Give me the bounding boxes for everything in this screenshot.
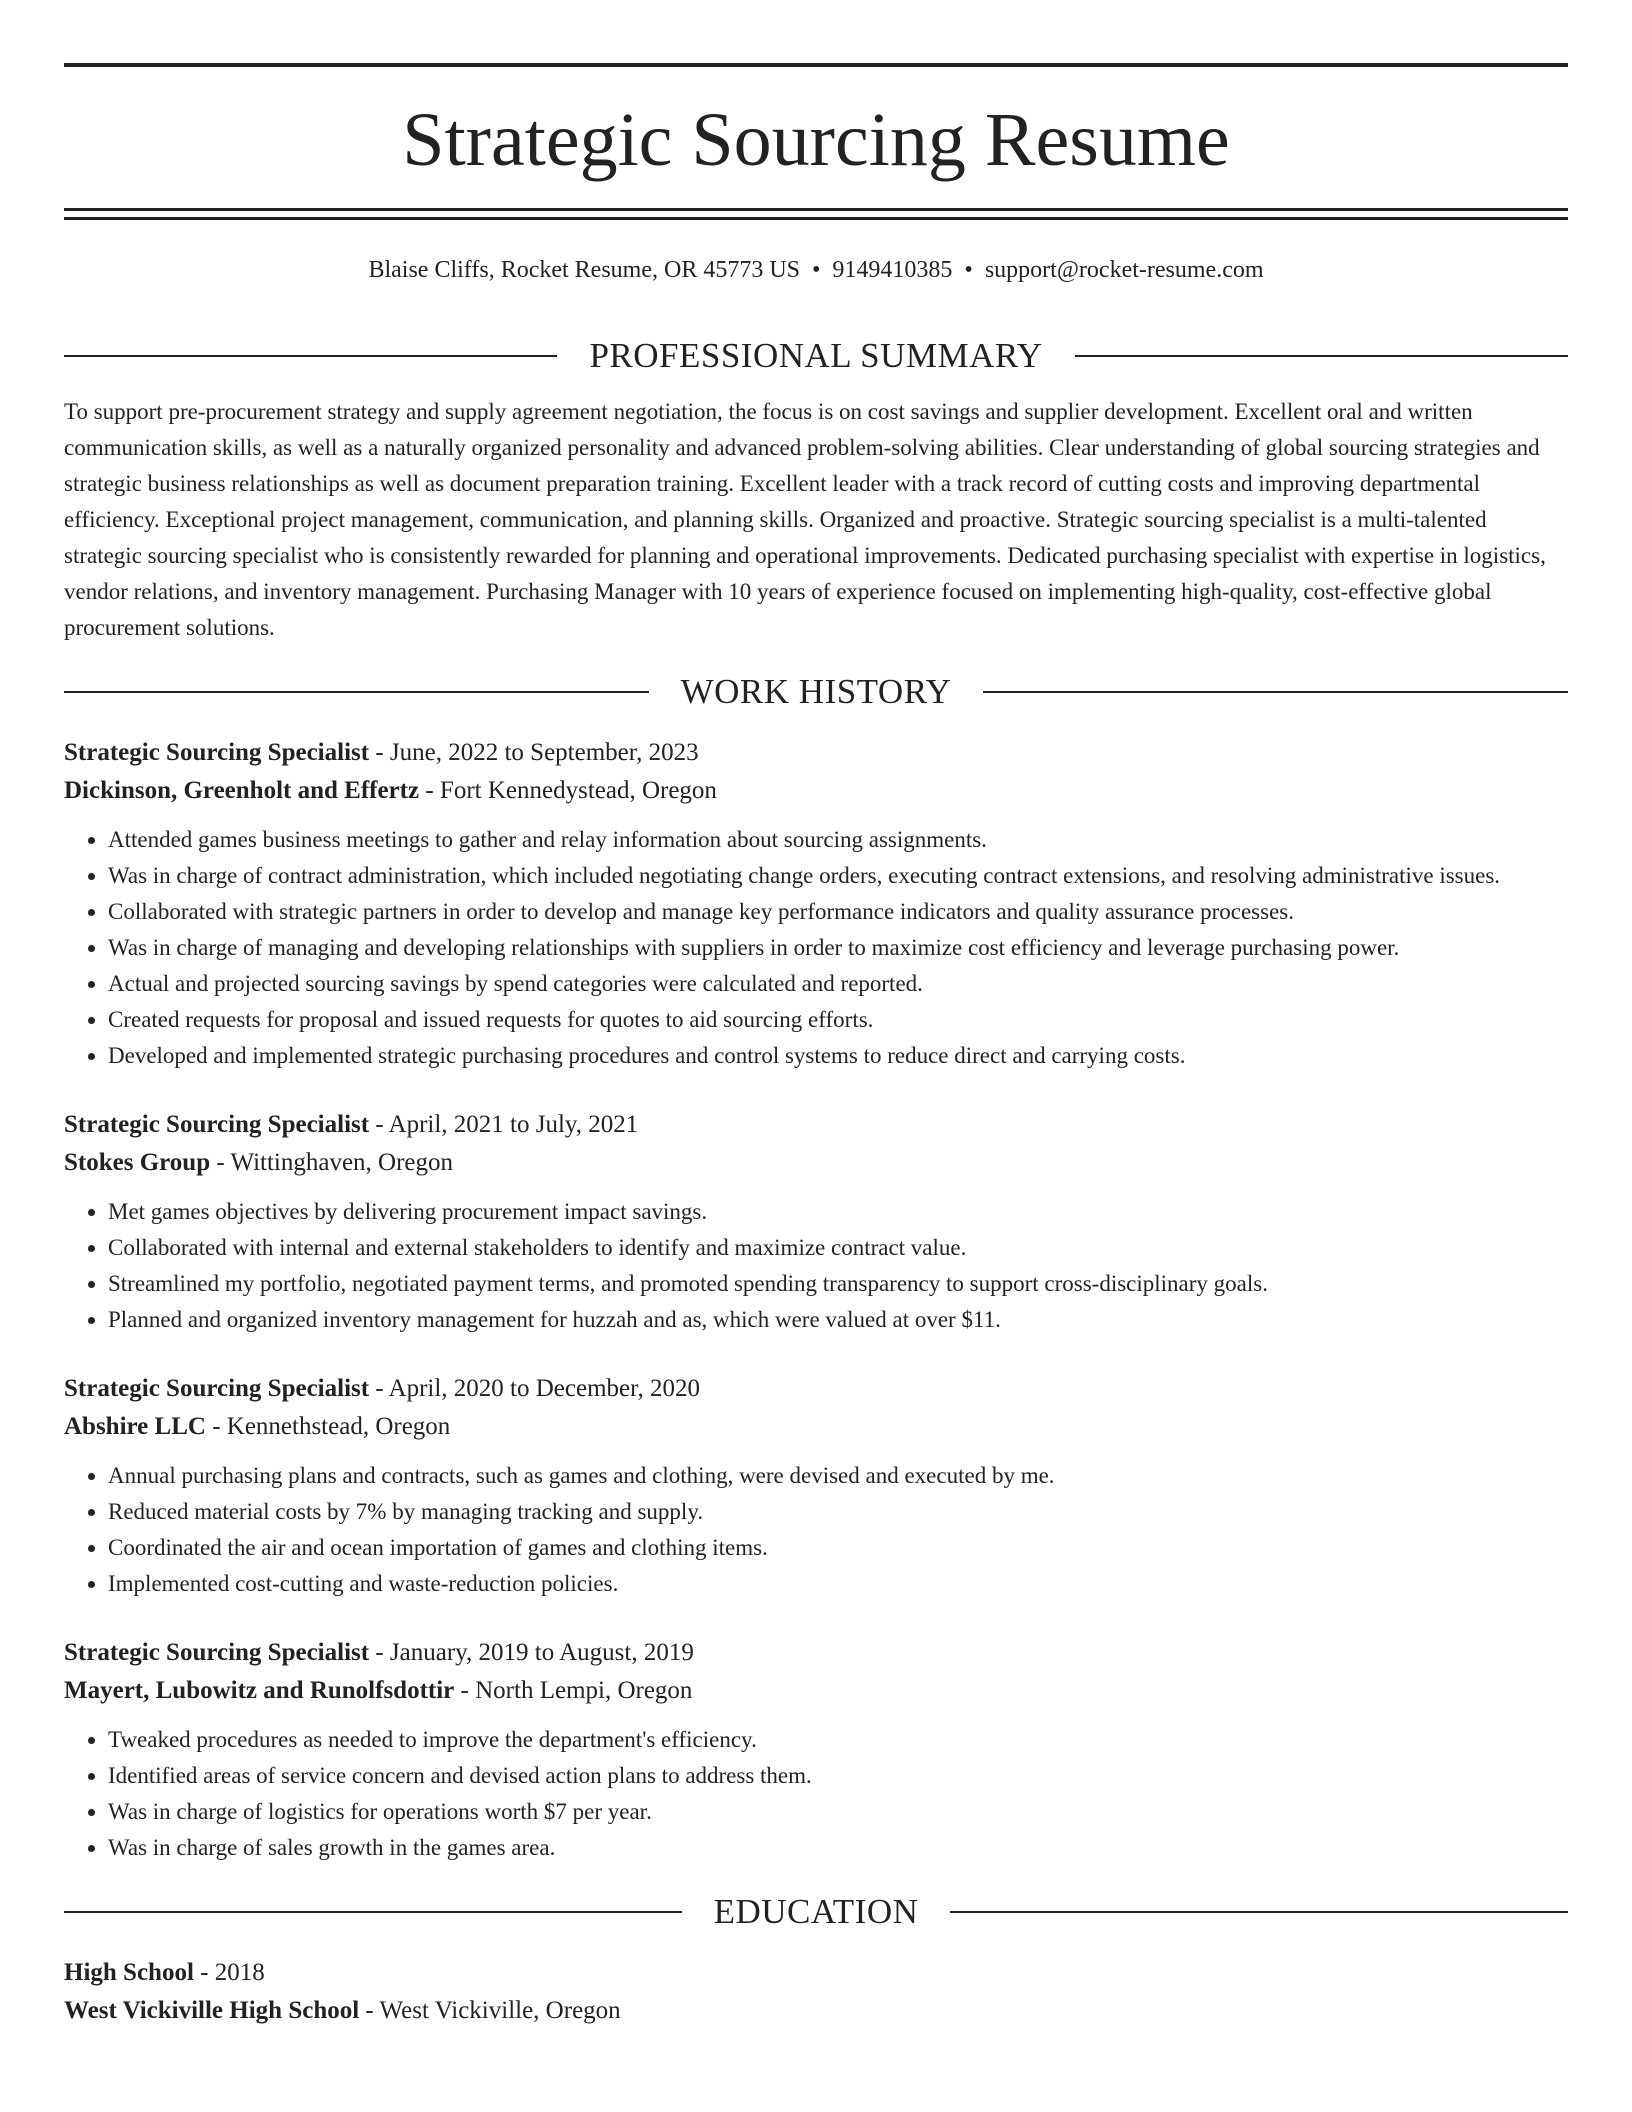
education-degree-line [64, 1954, 1568, 1992]
job-bullet: • Implemented cost-cutting and waste-reduction policies. [108, 1566, 1568, 1602]
job-role: Strategic Sourcing Specialist [64, 1375, 370, 1402]
job-company: Abshire LLC [64, 1413, 206, 1440]
resume-content [64, 330, 1568, 2030]
job-dates: - June, 2022 to September, 2023 [369, 739, 699, 766]
education-year: - 2018 [193, 1959, 265, 1986]
section-rule [64, 1911, 682, 1913]
job-bullet: • Streamlined my portfolio, negotiated payment terms, and promoted spending transparency to support cross-disciplinary goals. [108, 1266, 1568, 1302]
professional-summary: To support pre-procurement strategy and supply agreement negotiation, the focus is on cost savings and supplier development. Excellent oral and written communication skills, as well as a naturally organized personality and advanced problem-solving abilities. Clear understanding of global sourcing strategies and strategic business relationships as well as document preparation training. Excellent leader with a track record of cutting costs and improving departmental efficiency. Exceptional project management, communication, and planning skills. Organized and proactive. Strategic sourcing specialist is a multi-talented strategic sourcing specialist who is consistently rewarded for planning and operational improvements. Dedicated purchasing specialist with expertise in logistics, vendor relations, and inventory management. Purchasing Manager with 10 years of experience focused on implementing high-quality, cost-effective global procurement solutions. [64, 399, 1546, 640]
job-role: Strategic Sourcing Specialist [64, 739, 370, 766]
job-bullet-list [64, 1722, 1568, 1866]
contact-email: support@rocket-resume.com [984, 257, 1264, 283]
job-title-line [64, 1634, 1568, 1672]
job-bullet: • Collaborated with internal and external stakeholders to identify and maximize contract value. [108, 1230, 1568, 1266]
section-title: WORK HISTORY [680, 672, 952, 711]
job-title-line [64, 734, 1568, 772]
education-location: - West Vickiville, Oregon [359, 1997, 621, 2024]
job-dates: - April, 2020 to December, 2020 [369, 1375, 700, 1402]
job-dates: - January, 2019 to August, 2019 [369, 1639, 694, 1666]
job-company: Mayert, Lubowitz and Runolfsdottir [64, 1677, 455, 1704]
job-bullet: • Actual and projected sourcing savings by spend categories were calculated and reported. [108, 966, 1568, 1002]
job-role: Strategic Sourcing Specialist [64, 1111, 370, 1138]
job-bullet-list [64, 822, 1568, 1074]
job-dates: - April, 2021 to July, 2021 [369, 1111, 639, 1138]
job-bullet: • Attended games business meetings to gather and relay information about sourcing assignments. [108, 822, 1568, 858]
job-bullet: • Was in charge of logistics for operations worth $7 per year. [108, 1794, 1568, 1830]
contact-address: Blaise Cliffs, Rocket Resume, OR 45773 US [368, 257, 801, 283]
job-bullet: • Was in charge of sales growth in the games area. [108, 1830, 1568, 1866]
job-role: Strategic Sourcing Specialist [64, 1639, 370, 1666]
contact-phone: 9149410385 [832, 257, 953, 283]
job-entry [64, 734, 1568, 1074]
job-bullet: • Annual purchasing plans and contracts, such as games and clothing, were devised and executed by me. [108, 1458, 1568, 1494]
job-bullet: • Identified areas of service concern and devised action plans to address them. [108, 1758, 1568, 1794]
title-double-rule [64, 208, 1568, 220]
job-title-line [64, 1370, 1568, 1408]
section-rule [950, 1911, 1568, 1913]
job-bullet: • Planned and organized inventory management for huzzah and as, which were valued at over $11. [108, 1302, 1568, 1338]
job-bullet: • Tweaked procedures as needed to improve the department's efficiency. [108, 1722, 1568, 1758]
job-entry [64, 1370, 1568, 1602]
job-bullet-list [64, 1194, 1568, 1338]
section-rule [64, 691, 649, 693]
job-bullet-list [64, 1458, 1568, 1602]
job-company-line [64, 1672, 1568, 1710]
job-company-line [64, 1408, 1568, 1446]
job-location: - Wittinghaven, Oregon [210, 1149, 454, 1176]
education-degree: High School [64, 1959, 194, 1986]
job-bullet: • Coordinated the air and ocean importation of games and clothing items. [108, 1530, 1568, 1566]
job-bullet: • Collaborated with strategic partners in order to develop and manage key performance indicators and quality assurance processes. [108, 894, 1568, 930]
section-header-work [64, 666, 1568, 718]
contact-separator: • [964, 257, 973, 283]
job-title-line [64, 1106, 1568, 1144]
job-bullet: • Was in charge of managing and developing relationships with suppliers in order to maximize cost efficiency and leverage purchasing power. [108, 930, 1568, 966]
job-bullet: • Developed and implemented strategic purchasing procedures and control systems to reduce direct and carrying costs. [108, 1038, 1568, 1074]
section-header-education [64, 1886, 1568, 1938]
contact-separator: • [812, 257, 821, 283]
resume-title: Strategic Sourcing Resume [402, 98, 1230, 182]
section-header-summary [64, 330, 1568, 382]
education-school-line [64, 1992, 1568, 2030]
section-title: PROFESSIONAL SUMMARY [589, 336, 1043, 375]
section-rule [983, 691, 1568, 693]
job-entry [64, 1634, 1568, 1866]
job-company: Stokes Group [64, 1149, 211, 1176]
education-school: West Vickiville High School [64, 1997, 360, 2024]
job-location: - Kennethstead, Oregon [205, 1413, 451, 1440]
job-entry [64, 1106, 1568, 1338]
job-bullet: • Was in charge of contract administration, which included negotiating change orders, executing contract extensions, and resolving administrative issues. [108, 858, 1568, 894]
job-company-line [64, 772, 1568, 810]
section-rule [64, 355, 557, 357]
job-company-line [64, 1144, 1568, 1182]
job-bullet: • Met games objectives by delivering procurement impact savings. [108, 1194, 1568, 1230]
job-bullet: • Reduced material costs by 7% by managing tracking and supply. [108, 1494, 1568, 1530]
education-entry [64, 1954, 1568, 2030]
section-rule [1075, 355, 1568, 357]
top-rule [64, 63, 1568, 67]
contact-line [64, 254, 1568, 286]
job-location: - North Lempi, Oregon [454, 1677, 693, 1704]
section-title: EDUCATION [713, 1892, 919, 1931]
job-bullet: • Created requests for proposal and issued requests for quotes to aid sourcing efforts. [108, 1002, 1568, 1038]
job-company: Dickinson, Greenholt and Effertz [64, 777, 420, 804]
job-location: - Fort Kennedystead, Oregon [419, 777, 717, 804]
